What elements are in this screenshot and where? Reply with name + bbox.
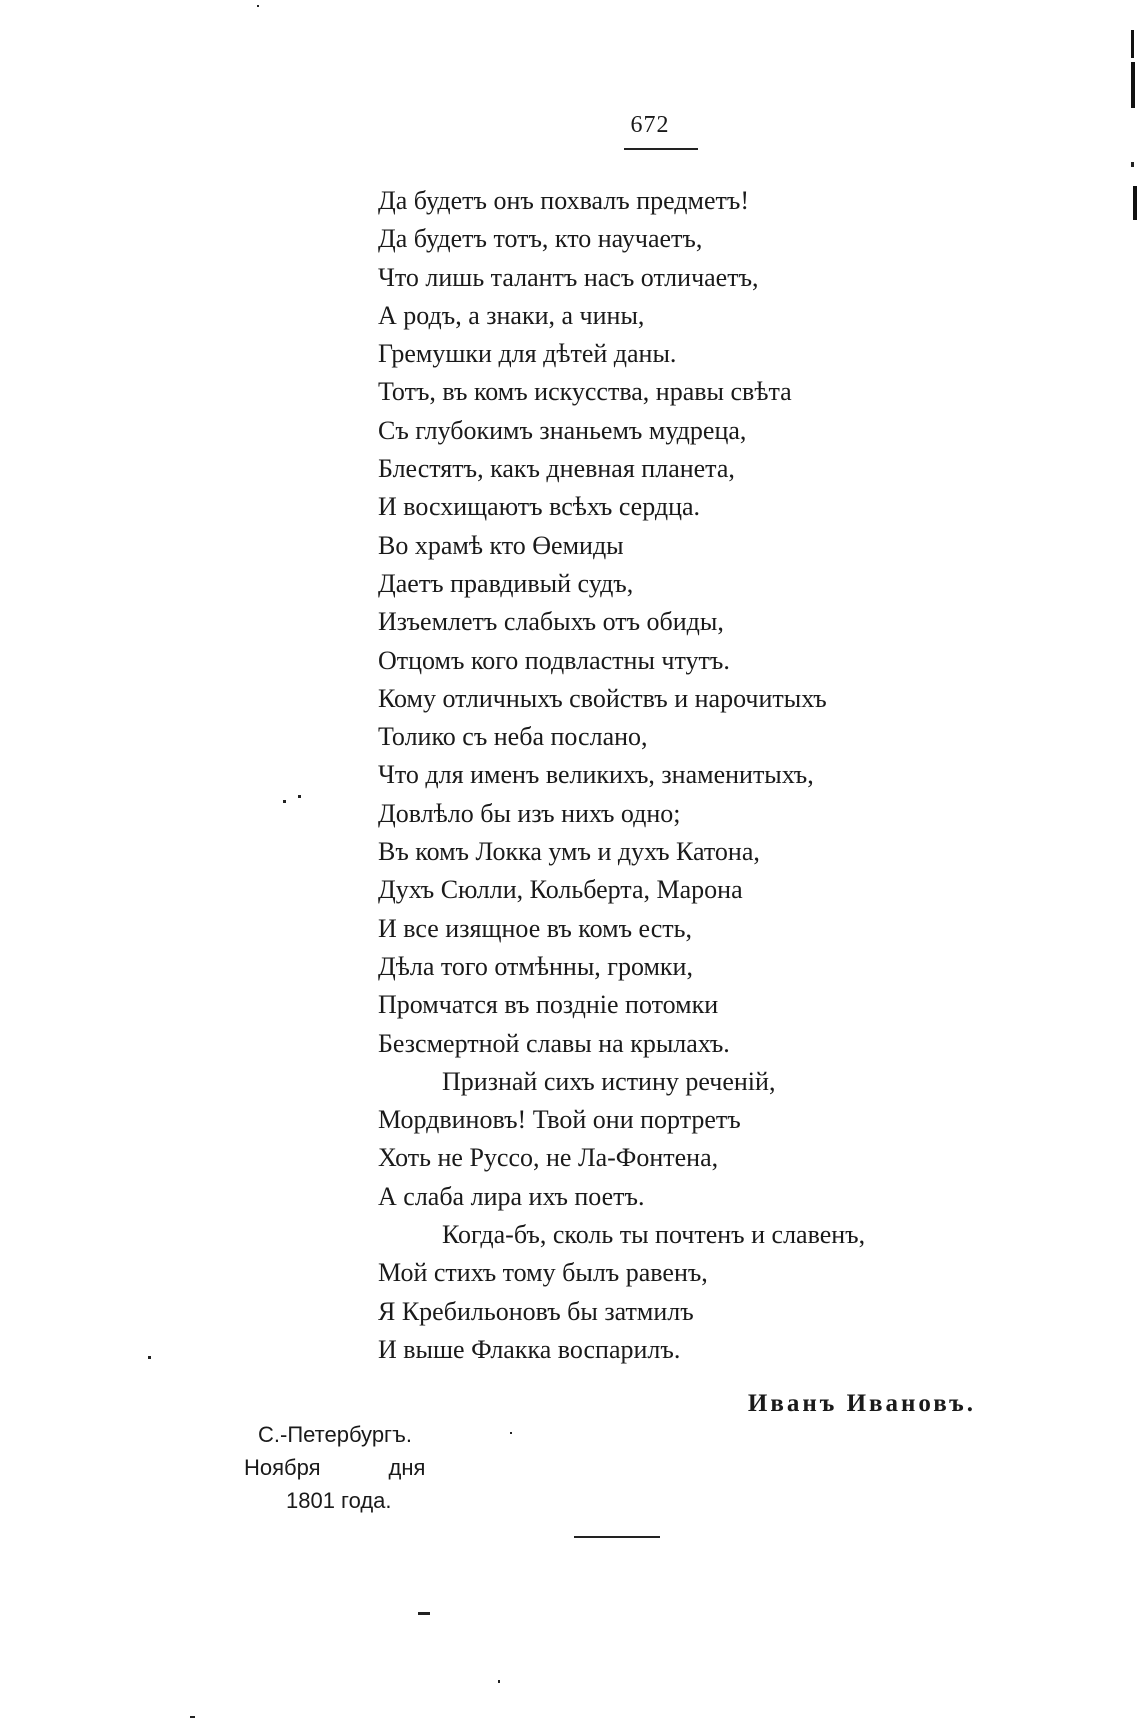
dateline-city: С.-Петербургъ. bbox=[258, 1422, 412, 1447]
verse-line: Довлѣло бы изъ нихъ одно; bbox=[378, 798, 681, 828]
verse-line: Въ комъ Локка умъ и духъ Катона, bbox=[378, 837, 760, 867]
verse-line: Когда-бъ, сколь ты почтенъ и славенъ, bbox=[442, 1220, 866, 1250]
verse-line: И выше Флакка воспарилъ. bbox=[378, 1334, 681, 1364]
verse-line: А родъ, а знаки, а чины, bbox=[378, 300, 645, 330]
scan-speck bbox=[298, 795, 301, 798]
poem-body bbox=[378, 182, 978, 1369]
scan-speck bbox=[283, 800, 286, 803]
dateline-year: 1801 года. bbox=[286, 1488, 392, 1513]
author-signature: Иванъ Ивановъ. bbox=[747, 1390, 976, 1417]
verse-line: Признай сихъ истину реченій, bbox=[442, 1066, 776, 1096]
verse-line: Хоть не Руссо, не Ла-Фонтена, bbox=[378, 1143, 719, 1173]
verse-line: Блестятъ, какъ дневная планета, bbox=[378, 454, 735, 484]
verse-line: Мордвиновъ! Твой они портретъ bbox=[378, 1105, 741, 1135]
scan-edge-mark bbox=[1133, 186, 1137, 220]
dateline-day-word: дня bbox=[388, 1455, 426, 1480]
verse-line: Да будетъ тотъ, кто научаетъ, bbox=[378, 224, 703, 254]
verse-line: Духъ Сюлли, Кольберта, Марона bbox=[378, 875, 743, 905]
scan-speck bbox=[190, 1716, 195, 1718]
scan-speck bbox=[510, 1432, 512, 1434]
scan-speck bbox=[148, 1356, 151, 1359]
scan-speck bbox=[418, 1612, 430, 1615]
scan-speck bbox=[498, 1680, 500, 1683]
dateline-month: Ноября bbox=[244, 1455, 321, 1480]
verse-line: Отцомъ кого подвластны чтутъ. bbox=[378, 645, 730, 675]
end-rule bbox=[574, 1536, 660, 1538]
verse-line: Кому отличныхъ свойствъ и нарочитыхъ bbox=[378, 683, 827, 713]
verse-line: И восхищаютъ всѣхъ сердца. bbox=[378, 492, 701, 522]
verse-line: А слаба лира ихъ поетъ. bbox=[378, 1181, 645, 1211]
scan-edge-mark bbox=[1131, 62, 1135, 108]
verse-line: Тотъ, въ комъ искусства, нравы свѣта bbox=[378, 377, 792, 407]
scan-speck bbox=[257, 5, 259, 7]
dateline-month-row bbox=[220, 1451, 500, 1484]
verse-line: Съ глубокимъ знаньемъ мудреца, bbox=[378, 415, 747, 445]
verse-line: Промчатся въ поздніе потомки bbox=[378, 990, 719, 1020]
verse-line: Что для именъ великихъ, знаменитыхъ, bbox=[378, 760, 814, 790]
verse-line: Во храмѣ кто Өемиды bbox=[378, 530, 624, 560]
verse-line: Я Кребильоновъ бы затмилъ bbox=[378, 1296, 694, 1326]
verse-line: Гремушки для дѣтей даны. bbox=[378, 339, 677, 369]
scan-edge-mark bbox=[1131, 30, 1134, 58]
verse-line: Безсмертной славы на крылахъ. bbox=[378, 1028, 730, 1058]
page-number-underline bbox=[624, 148, 698, 150]
verse-line: Что лишь талантъ насъ отличаетъ, bbox=[378, 262, 759, 292]
verse-line: Изъемлетъ слабыхъ отъ обиды, bbox=[378, 607, 724, 637]
page-number: 672 bbox=[630, 112, 670, 138]
verse-line: Да будетъ онъ похвалъ предметъ! bbox=[378, 186, 749, 215]
verse-line: Толико съ неба послано, bbox=[378, 722, 648, 752]
verse-line: Мой стихъ тому былъ равенъ, bbox=[378, 1258, 708, 1288]
verse-line: Дѣла того отмѣнны, громки, bbox=[378, 951, 693, 981]
scan-speck bbox=[1131, 162, 1134, 167]
verse-line: Даетъ правдивый судъ, bbox=[378, 568, 634, 598]
verse-line: И все изящное въ комъ есть, bbox=[378, 913, 692, 943]
dateline bbox=[220, 1418, 500, 1517]
